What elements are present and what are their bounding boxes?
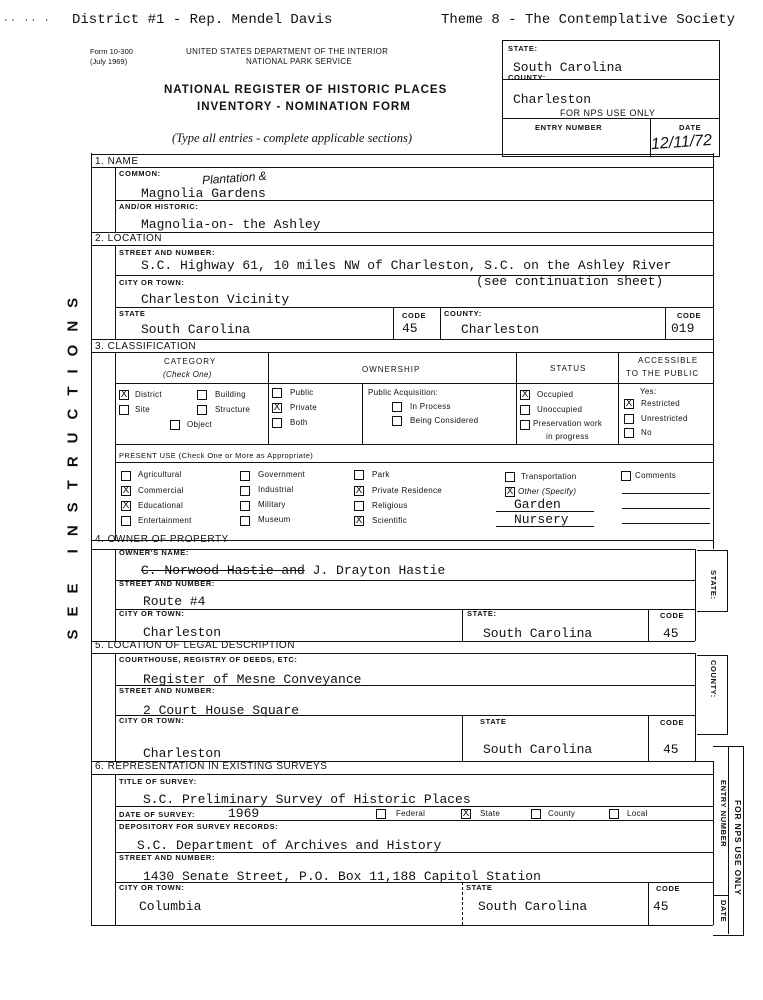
survey-street-value: 1430 Senate Street, P.O. Box 11,188 Capitol Station xyxy=(143,869,541,884)
unoccupied-checkbox[interactable] xyxy=(520,405,530,415)
owner-name-line xyxy=(141,563,445,578)
other-checkbox[interactable]: X xyxy=(506,486,514,497)
owner-state-label: STATE: xyxy=(467,609,497,618)
location-county-code-label: CODE xyxy=(677,311,702,320)
location-county-value: Charleston xyxy=(461,322,540,337)
private-residence-label: Private Residence xyxy=(372,486,443,495)
government-label: Government xyxy=(258,470,306,479)
private-checkbox[interactable]: X xyxy=(273,402,281,413)
form-title-1: NATIONAL REGISTER OF HISTORIC PLACES xyxy=(164,84,448,96)
commercial-checkbox[interactable]: X xyxy=(122,485,130,496)
location-county-label: COUNTY: xyxy=(444,309,482,318)
other-use-garden: Garden xyxy=(514,497,561,512)
top-state-value: South Carolina xyxy=(513,60,623,75)
legal-code-value: 45 xyxy=(663,742,679,757)
survey-date-label: DATE OF SURVEY: xyxy=(119,810,196,819)
survey-title-label: TITLE OF SURVEY: xyxy=(119,777,197,786)
state-survey-checkbox[interactable]: X xyxy=(462,808,470,819)
date-label: DATE xyxy=(679,123,702,132)
to-the-public-header: TO THE PUBLIC xyxy=(626,369,700,378)
owner-name-label: OWNER'S NAME: xyxy=(119,548,189,557)
industrial-label: Industrial xyxy=(258,485,294,494)
federal-label: Federal xyxy=(396,809,426,818)
owner-name-struck: C. Norwood Hastie and xyxy=(141,563,305,578)
owner-street-value: Route #4 xyxy=(143,594,206,609)
section-1-title: 1. NAME xyxy=(95,156,139,167)
occupied-label: Occupied xyxy=(537,390,574,399)
owner-code-label: CODE xyxy=(660,611,685,620)
private-label: Private xyxy=(290,403,317,412)
entry-number-label: ENTRY NUMBER xyxy=(535,123,603,132)
museum-label: Museum xyxy=(258,515,291,524)
survey-date-value: 1969 xyxy=(228,806,260,821)
military-checkbox[interactable] xyxy=(240,501,250,511)
location-state-code: 45 xyxy=(402,321,418,336)
present-use-label: PRESENT USE (Check One or More as Appropriate) xyxy=(119,451,314,460)
owner-city-value: Charleston xyxy=(143,625,222,640)
see-instructions-side-text: SEE INSTRUCTIONS xyxy=(64,284,82,640)
side-date: DATE xyxy=(719,900,728,923)
in-process-checkbox[interactable] xyxy=(392,402,402,412)
location-street-note: (see continuation sheet) xyxy=(476,274,664,289)
legal-street-value: 2 Court House Square xyxy=(143,703,300,718)
depository-value: S.C. Department of Archives and History xyxy=(137,838,442,853)
agricultural-label: Agricultural xyxy=(138,470,182,479)
status-header: STATUS xyxy=(550,364,587,373)
side-entry-number: ENTRY NUMBER xyxy=(719,780,728,848)
location-state-label: STATE xyxy=(119,309,146,318)
section-6-title: 6. REPRESENTATION IN EXISTING SURVEYS xyxy=(95,761,328,772)
depository-label: DEPOSITORY FOR SURVEY RECORDS: xyxy=(119,822,279,831)
state-survey-label: State xyxy=(480,809,501,818)
legal-street-label: STREET AND NUMBER: xyxy=(119,686,215,695)
category-header: CATEGORY xyxy=(164,357,217,366)
survey-city-value: Columbia xyxy=(139,899,202,914)
entertainment-checkbox[interactable] xyxy=(121,516,131,526)
top-state-label: STATE: xyxy=(508,44,538,53)
no-label: No xyxy=(641,428,652,437)
unrestricted-checkbox[interactable] xyxy=(624,414,634,424)
location-street-label: STREET AND NUMBER: xyxy=(119,248,215,257)
location-city-label: CITY OR TOWN: xyxy=(119,278,185,287)
transportation-checkbox[interactable] xyxy=(505,472,515,482)
commercial-label: Commercial xyxy=(138,486,184,495)
top-county-value: Charleston xyxy=(513,92,592,107)
preservation-label-1: Preservation work xyxy=(533,419,603,428)
date-stamp: 12/11/72 xyxy=(650,131,713,154)
district-label: District xyxy=(135,390,162,399)
agency-line-2: NATIONAL PARK SERVICE xyxy=(246,57,353,66)
being-considered-label: Being Considered xyxy=(410,416,479,425)
religious-label: Religious xyxy=(372,501,408,510)
survey-state-value: South Carolina xyxy=(478,899,588,914)
building-checkbox[interactable] xyxy=(197,390,207,400)
industrial-checkbox[interactable] xyxy=(240,486,250,496)
theme-note: Theme 8 - The Contemplative Society xyxy=(441,12,736,28)
courthouse-label: COURTHOUSE, REGISTRY OF DEEDS, ETC: xyxy=(119,655,298,664)
local-checkbox[interactable] xyxy=(609,809,619,819)
public-checkbox[interactable] xyxy=(272,388,282,398)
survey-code-label: CODE xyxy=(656,884,681,893)
being-considered-checkbox[interactable] xyxy=(392,416,402,426)
structure-checkbox[interactable] xyxy=(197,405,207,415)
historic-label: AND/OR HISTORIC: xyxy=(119,202,199,211)
both-label: Both xyxy=(290,418,308,427)
comments-checkbox[interactable] xyxy=(621,471,631,481)
building-label: Building xyxy=(215,390,246,399)
unrestricted-label: Unrestricted xyxy=(641,414,688,423)
both-checkbox[interactable] xyxy=(272,418,282,428)
section-4-title: 4. OWNER OF PROPERTY xyxy=(95,534,229,545)
educational-checkbox[interactable]: X xyxy=(122,500,130,511)
preservation-label-2: in progress xyxy=(546,432,589,441)
legal-code-label: CODE xyxy=(660,718,685,727)
transportation-label: Transportation xyxy=(521,472,577,481)
legal-state-value: South Carolina xyxy=(483,742,593,757)
military-label: Military xyxy=(258,500,286,509)
ownership-header: OWNERSHIP xyxy=(362,365,421,374)
location-state-code-label: CODE xyxy=(402,311,427,320)
site-checkbox[interactable] xyxy=(119,405,129,415)
form-date: (July 1969) xyxy=(90,57,128,66)
park-label: Park xyxy=(372,470,390,479)
park-checkbox[interactable] xyxy=(354,470,364,480)
object-label: Object xyxy=(187,420,212,429)
accessible-header: ACCESSIBLE xyxy=(638,356,699,365)
category-subheader: (Check One) xyxy=(163,370,212,379)
common-label: COMMON: xyxy=(119,169,161,178)
restricted-label: Restricted xyxy=(641,399,681,408)
private-residence-checkbox[interactable]: X xyxy=(355,485,363,496)
survey-street-label: STREET AND NUMBER: xyxy=(119,853,215,862)
location-state-value: South Carolina xyxy=(141,322,251,337)
owner-state-value: South Carolina xyxy=(483,626,593,641)
agency-line-1: UNITED STATES DEPARTMENT OF THE INTERIOR xyxy=(186,47,389,56)
form-number: Form 10-300 xyxy=(90,47,133,56)
museum-checkbox[interactable] xyxy=(240,516,250,526)
county-checkbox[interactable] xyxy=(531,809,541,819)
location-street-value: S.C. Highway 61, 10 miles NW of Charleston, S.C. on the Ashley River xyxy=(141,258,672,273)
owner-city-label: CITY OR TOWN: xyxy=(119,609,185,618)
top-county-label: COUNTY: xyxy=(508,73,546,82)
location-city-value: Charleston Vicinity xyxy=(141,292,290,307)
legal-side-county-text: COUNTY: xyxy=(709,660,718,698)
government-checkbox[interactable] xyxy=(240,471,250,481)
nps-use-only-label: FOR NPS USE ONLY xyxy=(560,108,656,118)
owner-code-value: 45 xyxy=(663,626,679,641)
restricted-checkbox[interactable]: X xyxy=(625,398,633,409)
section-5-title: 5. LOCATION OF LEGAL DESCRIPTION xyxy=(95,640,295,651)
unoccupied-label: Unoccupied xyxy=(537,405,583,414)
common-name-insert: Plantation & xyxy=(201,168,268,188)
district-note: District #1 - Rep. Mendel Davis xyxy=(72,12,333,28)
legal-city-value: Charleston xyxy=(143,746,222,761)
form-right-border xyxy=(713,153,714,549)
historic-name-value: Magnolia-on- the Ashley xyxy=(141,217,321,232)
scientific-checkbox[interactable]: X xyxy=(355,515,363,526)
public-acquisition-label: Public Acquisition: xyxy=(368,388,439,397)
form-instructions: (Type all entries - complete applicable sections) xyxy=(172,131,412,145)
survey-city-label: CITY OR TOWN: xyxy=(119,883,185,892)
other-label: Other (Specify) xyxy=(518,487,577,496)
scan-specks: ·· ·· · xyxy=(4,12,52,26)
federal-checkbox[interactable] xyxy=(376,809,386,819)
in-process-label: In Process xyxy=(410,402,451,411)
comments-label: Comments xyxy=(635,471,677,480)
owner-name-value: J. Drayton Hastie xyxy=(312,563,446,578)
owner-street-label: STREET AND NUMBER: xyxy=(119,579,215,588)
common-name-value: Magnolia Gardens xyxy=(141,186,266,201)
courthouse-value: Register of Mesne Conveyance xyxy=(143,672,362,687)
agricultural-checkbox[interactable] xyxy=(121,471,131,481)
survey-title-value: S.C. Preliminary Survey of Historic Places xyxy=(143,792,471,807)
yes-label: Yes: xyxy=(640,387,657,396)
no-checkbox[interactable] xyxy=(624,428,634,438)
section-2-title: 2. LOCATION xyxy=(95,233,162,244)
structure-label: Structure xyxy=(215,405,251,414)
site-label: Site xyxy=(135,405,150,414)
owner-side-state-text: STATE: xyxy=(709,570,718,600)
occupied-checkbox[interactable]: X xyxy=(521,389,529,400)
legal-city-label: CITY OR TOWN: xyxy=(119,716,185,725)
public-label: Public xyxy=(290,388,314,397)
form-left-border xyxy=(91,153,92,925)
local-label: Local xyxy=(627,809,648,818)
entertainment-label: Entertainment xyxy=(138,516,192,525)
legal-state-label: STATE xyxy=(480,717,507,726)
form-title-2: INVENTORY - NOMINATION FORM xyxy=(197,101,411,113)
other-use-nursery: Nursery xyxy=(514,512,569,527)
religious-checkbox[interactable] xyxy=(354,501,364,511)
section-3-title: 3. CLASSIFICATION xyxy=(95,341,197,352)
survey-code-value: 45 xyxy=(653,899,669,914)
survey-state-label: STATE xyxy=(466,883,493,892)
object-checkbox[interactable] xyxy=(170,420,180,430)
location-county-code: 019 xyxy=(671,321,695,336)
preservation-checkbox[interactable] xyxy=(520,420,530,430)
district-checkbox[interactable]: X xyxy=(120,389,128,400)
educational-label: Educational xyxy=(138,501,184,510)
county-survey-label: County xyxy=(548,809,576,818)
side-nps-use-only: FOR NPS USE ONLY xyxy=(733,800,743,896)
scientific-label: Scientific xyxy=(372,516,408,525)
